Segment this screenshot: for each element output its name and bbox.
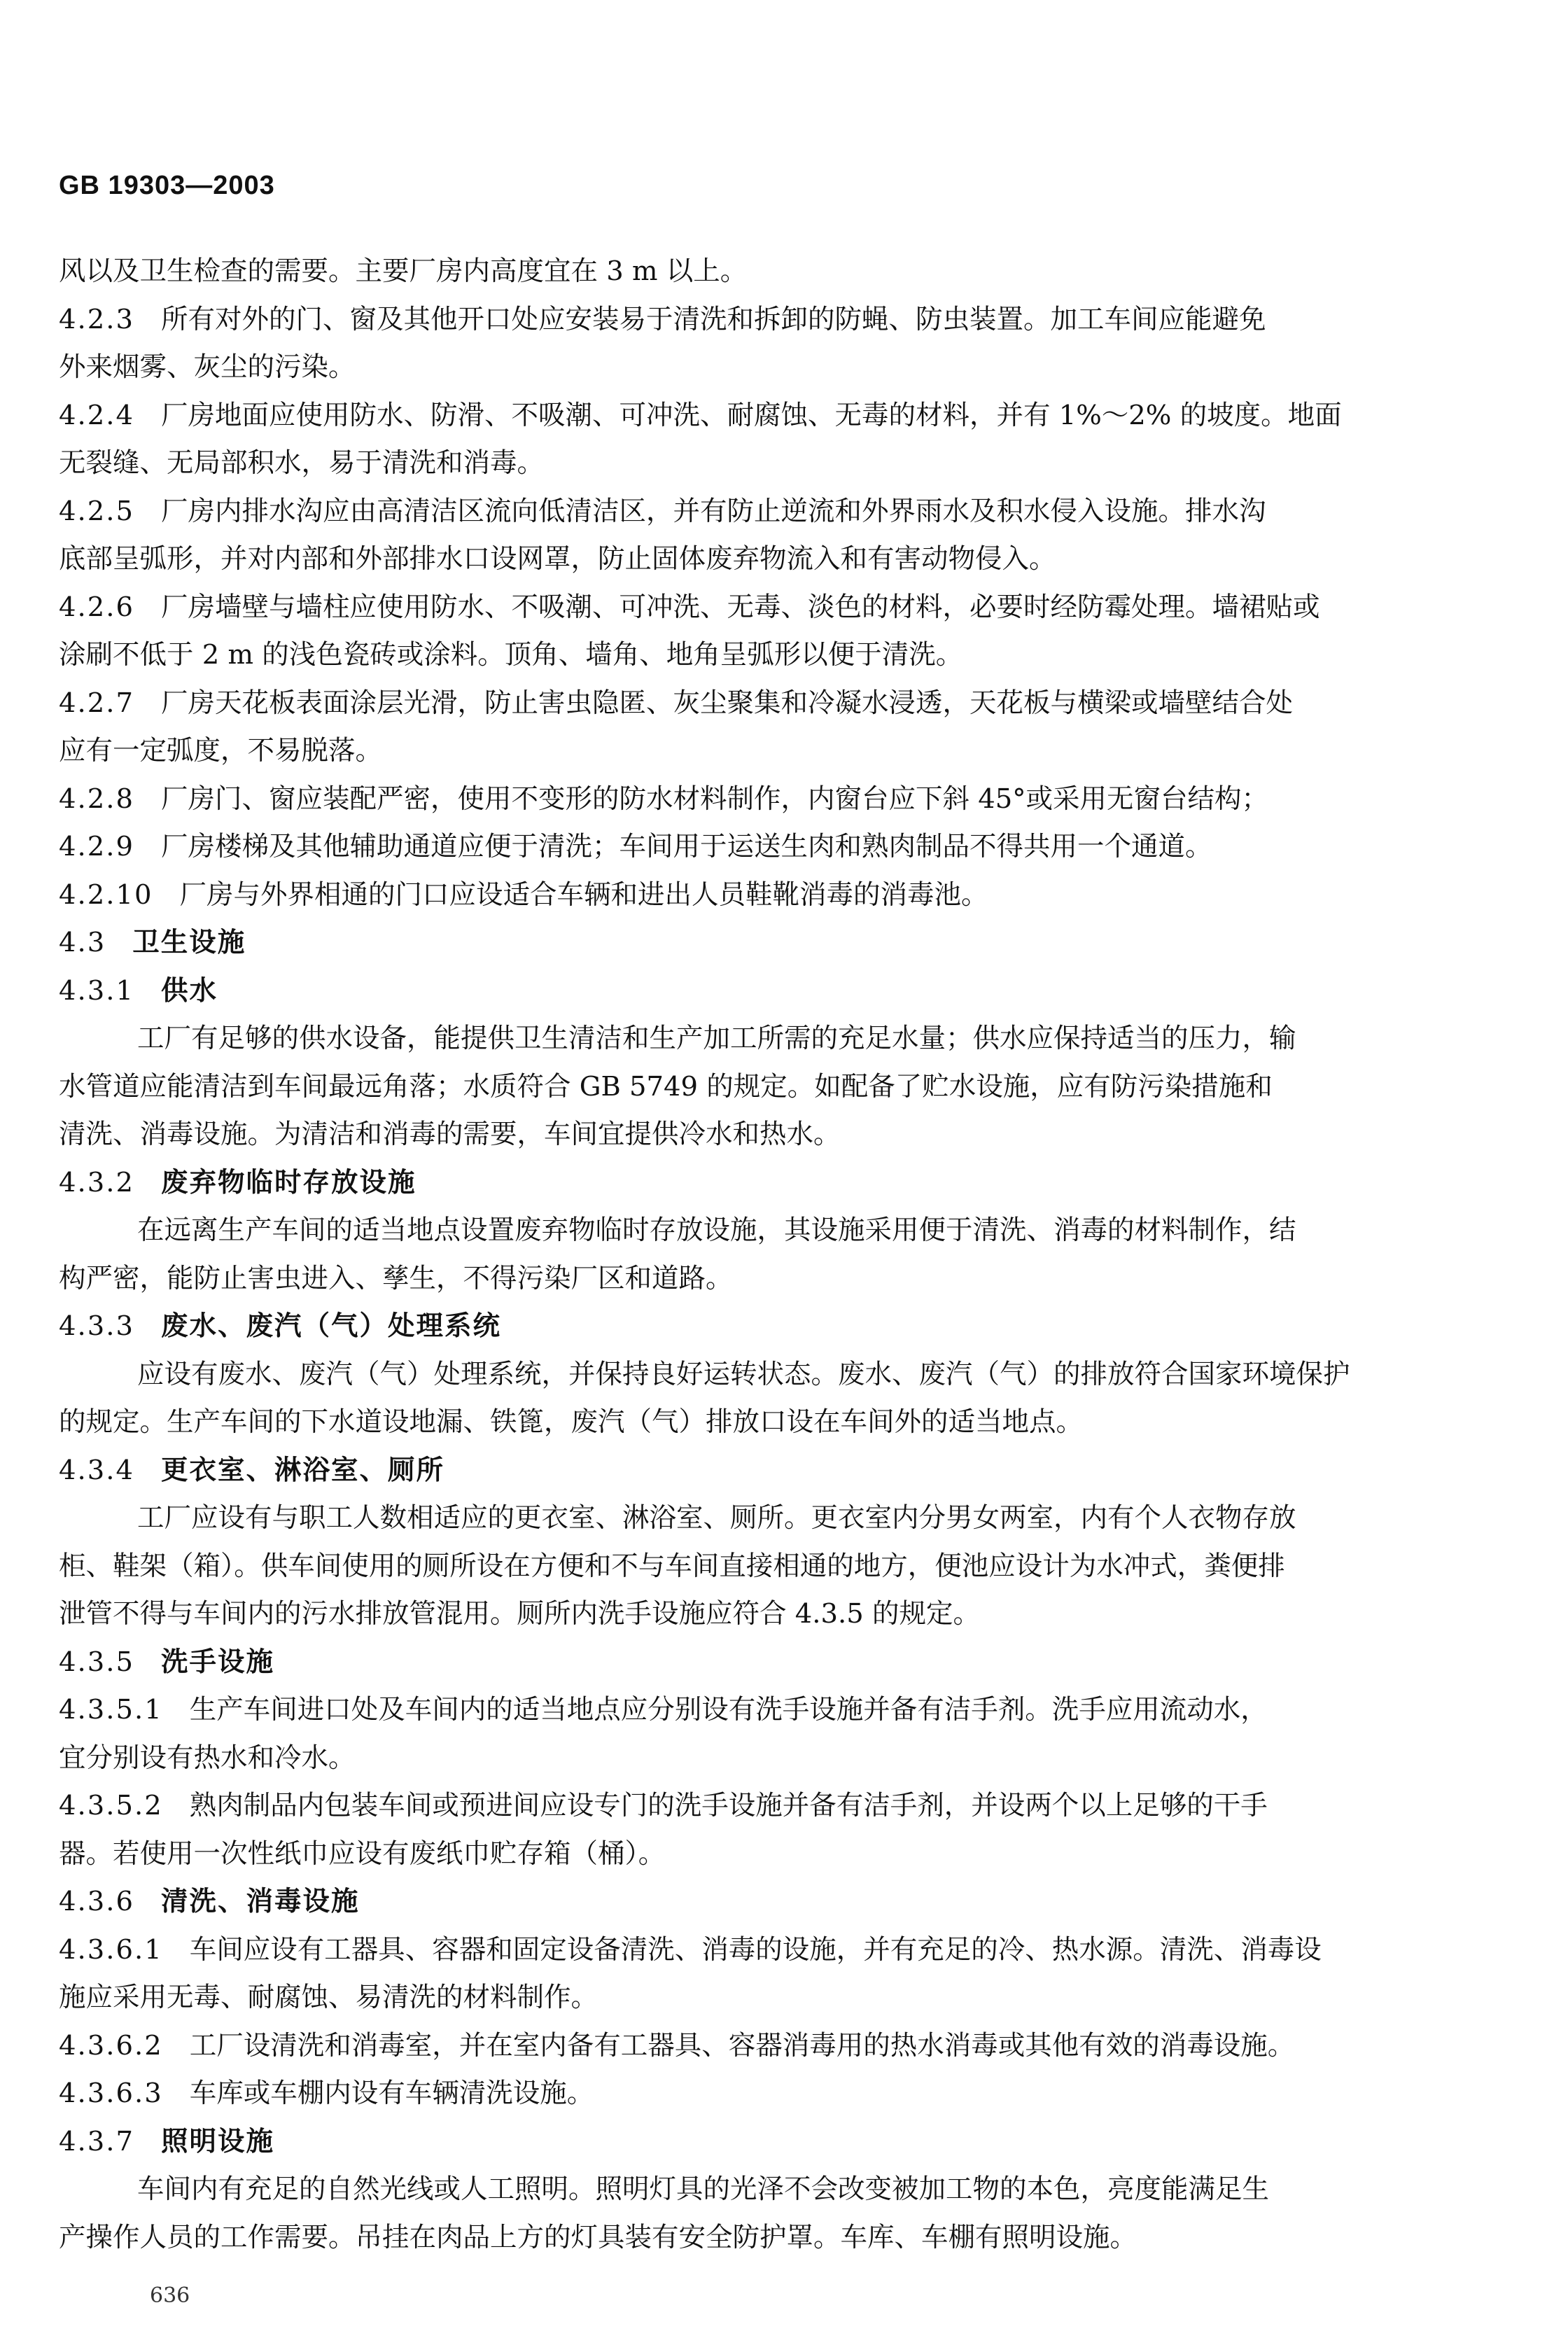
heading-text: 洗手设施 [160, 1646, 274, 1678]
clause-number: 4.3.6.2 [59, 2029, 163, 2062]
standard-code: GB 19303—2003 [59, 171, 275, 200]
clause-number: 4.3 [59, 927, 106, 958]
line-text: 泄管不得与车间内的污水排放管混用。厕所内洗手设施应符合 4.3.5 的规定。 [59, 1598, 980, 1630]
clause-number: 4.2.5 [59, 495, 134, 527]
text-line [59, 2166, 1501, 2214]
line-text: 清洗、消毒设施。为清洁和消毒的需要，车间宜提供冷水和热水。 [59, 1119, 841, 1150]
line-text: 所有对外的门、窗及其他开口处应安装易于清洗和拆卸的防蝇、防虫装置。加工车间应能避免 [160, 303, 1266, 335]
clause-number: 4.3.3 [59, 1310, 134, 1342]
heading-text: 照明设施 [160, 2125, 274, 2157]
line-text: 车库或车棚内设有车辆清洗设施。 [189, 2078, 594, 2109]
heading-text: 废水、废汽（气）处理系统 [160, 1310, 501, 1342]
text-line [59, 823, 1501, 872]
text-line [59, 1494, 1501, 1543]
line-text: 厂房墙壁与墙柱应使用防水、不吸潮、可冲洗、无毒、淡色的材料，必要时经防霉处理。墙裙贴或 [160, 591, 1320, 623]
text-line [59, 1255, 1501, 1303]
line-text: 柜、鞋架（箱）。供车间使用的厕所设在方便和不与车间直接相通的地方，便池应设计为水冲式，粪便排 [59, 1550, 1285, 1582]
clause-number: 4.3.2 [59, 1166, 134, 1198]
text-line [59, 1063, 1501, 1112]
clause-number: 4.3.5.1 [59, 1694, 163, 1726]
line-text: 车间内有充足的自然光线或人工照明。照明灯具的光泽不会改变被加工物的本色，亮度能满足生 [137, 2174, 1270, 2205]
line-text: 宜分别设有热水和冷水。 [59, 1742, 356, 1774]
text-line [59, 392, 1501, 440]
text-line [59, 248, 1501, 296]
line-text: 涂刷不低于 2 m 的浅色瓷砖或涂料。顶角、墙角、地角呈弧形以便于清洗。 [59, 639, 963, 671]
line-text: 的规定。生产车间的下水道设地漏、铁篦，废汽（气）排放口设在车间外的适当地点。 [59, 1406, 1084, 1438]
clause-number: 4.2.3 [59, 303, 134, 335]
clause-number: 4.3.4 [59, 1454, 134, 1486]
section-heading [59, 1159, 1501, 1208]
section-heading [59, 1878, 1501, 1926]
clause-number: 4.2.7 [59, 687, 134, 719]
clause-number: 4.2.4 [59, 399, 134, 431]
clause-number: 4.3.7 [59, 2125, 134, 2157]
text-line [59, 440, 1501, 488]
text-line [59, 344, 1501, 392]
text-line [59, 2022, 1501, 2071]
text-line [59, 584, 1501, 632]
section-heading [59, 1639, 1501, 1687]
text-line [59, 1686, 1501, 1735]
line-text: 无裂缝、无局部积水，易于清洗和消毒。 [59, 447, 545, 479]
heading-text: 卫生设施 [132, 927, 246, 958]
clause-number: 4.2.9 [59, 831, 134, 862]
text-line [59, 680, 1501, 728]
text-line [59, 1782, 1501, 1830]
text-line [59, 488, 1501, 536]
text-line [59, 872, 1501, 920]
text-line [59, 1399, 1501, 1447]
text-line [59, 2214, 1501, 2262]
text-line [59, 1926, 1501, 1975]
line-text: 厂房地面应使用防水、防滑、不吸潮、可冲洗、耐腐蚀、无毒的材料，并有 1%～2% 的坡度。地面 [160, 399, 1342, 431]
section-heading [59, 919, 1501, 967]
line-text: 工厂应设有与职工人数相适应的更衣室、淋浴室、厕所。更衣室内分男女两室，内有个人衣物存放 [137, 1502, 1296, 1534]
text-line [59, 2070, 1501, 2118]
line-text: 施应采用无毒、耐腐蚀、易清洗的材料制作。 [59, 1982, 598, 2013]
text-line [59, 1015, 1501, 1063]
clause-number: 4.3.5 [59, 1646, 134, 1678]
page-number: 636 [150, 2283, 190, 2308]
clause-number: 4.3.6 [59, 1886, 134, 1917]
line-text: 应设有废水、废汽（气）处理系统，并保持良好运转状态。废水、废汽（气）的排放符合国家环境保护 [137, 1358, 1350, 1390]
line-text: 底部呈弧形，并对内部和外部排水口设网罩，防止固体废弃物流入和有害动物侵入。 [59, 543, 1056, 575]
text-line [59, 296, 1501, 344]
line-text: 车间应设有工器具、容器和固定设备清洗、消毒的设施，并有充足的冷、热水源。清洗、消毒设 [189, 1933, 1322, 1966]
text-line [59, 1830, 1501, 1879]
text-line [59, 631, 1501, 680]
clause-number: 4.3.1 [59, 974, 134, 1007]
clause-number: 4.2.6 [59, 591, 134, 623]
section-heading [59, 1303, 1501, 1351]
line-text: 水管道应能清洁到车间最远角落；水质符合 GB 5749 的规定。如配备了贮水设施，应有防污染措施和 [59, 1070, 1273, 1102]
line-text: 厂房楼梯及其他辅助通道应便于清洗；车间用于运送生肉和熟肉制品不得共用一个通道。 [160, 831, 1212, 862]
text-line [59, 536, 1501, 584]
text-line [59, 727, 1501, 776]
line-text: 在远离生产车间的适当地点设置废弃物临时存放设施，其设施采用便于清洗、消毒的材料制作，结 [137, 1214, 1296, 1246]
line-text: 厂房天花板表面涂层光滑，防止害虫隐匿、灰尘聚集和冷凝水浸透，天花板与横梁或墙壁结合处 [160, 687, 1293, 719]
clause-number: 4.3.6.3 [59, 2078, 163, 2109]
line-text: 应有一定弧度，不易脱落。 [59, 735, 383, 766]
text-line [59, 1351, 1501, 1399]
heading-text: 清洗、消毒设施 [160, 1886, 360, 1917]
line-text: 器。若使用一次性纸巾应设有废纸巾贮存箱（桶）。 [59, 1837, 666, 1870]
clause-number: 4.3.6.1 [59, 1933, 163, 1966]
text-line [59, 1735, 1501, 1783]
clause-number: 4.3.5.2 [59, 1790, 163, 1821]
heading-text: 废弃物临时存放设施 [160, 1166, 416, 1198]
text-line [59, 1590, 1501, 1639]
text-line [59, 1543, 1501, 1591]
section-heading [59, 967, 1501, 1016]
document-body [59, 248, 1501, 2262]
clause-number: 4.2.8 [59, 783, 134, 815]
text-line [59, 1207, 1501, 1255]
line-text: 工厂有足够的供水设备，能提供卫生清洁和生产加工所需的充足水量；供水应保持适当的压力，输 [137, 1023, 1296, 1054]
heading-text: 更衣室、淋浴室、厕所 [160, 1454, 444, 1486]
line-text: 厂房内排水沟应由高清洁区流向低清洁区，并有防止逆流和外界雨水及积水侵入设施。排水沟 [160, 495, 1266, 527]
line-text: 风以及卫生检查的需要。主要厂房内高度宜在 3 m 以上。 [59, 255, 748, 287]
text-line [59, 1111, 1501, 1159]
line-text: 厂房门、窗应装配严密，使用不变形的防水材料制作，内窗台应下斜 45°或采用无窗台结构； [160, 783, 1268, 815]
line-text: 工厂设清洗和消毒室，并在室内备有工器具、容器消毒用的热水消毒或其他有效的消毒设施。 [189, 2029, 1295, 2062]
section-heading [59, 2118, 1501, 2166]
line-text: 熟肉制品内包装车间或预进间应设专门的洗手设施并备有洁手剂，并设两个以上足够的干手 [189, 1790, 1268, 1821]
clause-number: 4.2.10 [59, 878, 153, 911]
line-text: 构严密，能防止害虫进入、孳生，不得污染厂区和道路。 [59, 1262, 733, 1294]
line-text: 产操作人员的工作需要。吊挂在肉品上方的灯具装有安全防护罩。车库、车棚有照明设施。 [59, 2221, 1138, 2253]
heading-text: 供水 [160, 974, 218, 1007]
line-text: 外来烟雾、灰尘的污染。 [59, 351, 356, 383]
line-text: 生产车间进口处及车间内的适当地点应分别设有洗手设施并备有洁手剂。洗手应用流动水， [189, 1694, 1268, 1726]
text-line [59, 1974, 1501, 2022]
section-heading [59, 1447, 1501, 1495]
line-text: 厂房与外界相通的门口应设适合车辆和进出人员鞋靴消毒的消毒池。 [179, 878, 988, 911]
text-line [59, 776, 1501, 824]
